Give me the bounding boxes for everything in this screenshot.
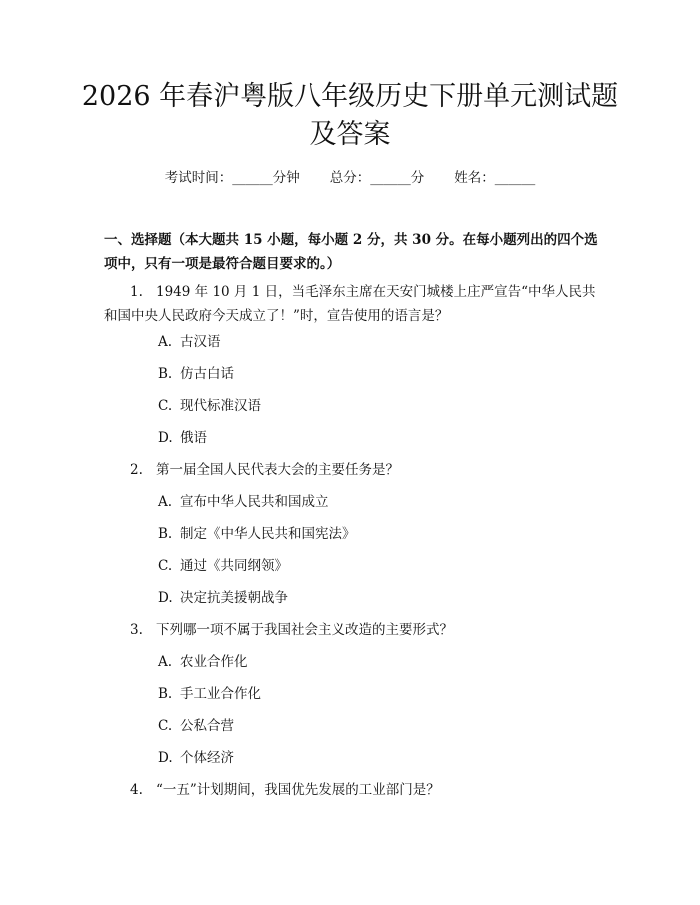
option-2d bbox=[158, 588, 288, 608]
option-2a bbox=[158, 492, 329, 512]
option-letter: C. bbox=[158, 558, 173, 574]
option-text: 农业合作化 bbox=[180, 654, 248, 670]
question-text: “一五”计划期间，我国优先发展的工业部门是？ bbox=[156, 782, 440, 798]
option-text: 俄语 bbox=[180, 430, 207, 446]
question-text: 第一届全国人民代表大会的主要任务是？ bbox=[156, 462, 399, 478]
title-line-1: 2026 年春沪粤版八年级历史下册单元测试题 bbox=[81, 81, 619, 112]
title-line-2: 及答案 bbox=[309, 119, 391, 150]
option-letter: D. bbox=[158, 430, 173, 446]
option-text: 制定《中华人民共和国宪法》 bbox=[180, 526, 356, 542]
option-letter: C. bbox=[158, 718, 173, 734]
option-text: 决定抗美援朝战争 bbox=[180, 590, 288, 606]
option-text: 个体经济 bbox=[180, 750, 234, 766]
option-2b bbox=[158, 524, 356, 544]
option-letter: B. bbox=[158, 366, 173, 382]
option-3d bbox=[158, 748, 234, 768]
option-3b bbox=[158, 684, 261, 704]
option-1a bbox=[158, 332, 221, 352]
question-3 bbox=[104, 618, 604, 642]
question-text: 下列哪一项不属于我国社会主义改造的主要形式？ bbox=[156, 622, 453, 638]
exam-info bbox=[60, 168, 640, 188]
score-unit: 分 bbox=[410, 170, 425, 186]
option-text: 公私合营 bbox=[180, 718, 234, 734]
option-text: 仿古白话 bbox=[180, 366, 234, 382]
question-2 bbox=[104, 458, 604, 482]
option-1c bbox=[158, 396, 261, 416]
option-letter: A. bbox=[158, 654, 173, 670]
option-letter: C. bbox=[158, 398, 173, 414]
score-blank: ______ bbox=[370, 170, 411, 186]
option-1b bbox=[158, 364, 234, 384]
section-heading: 一、选择题（本大题共 15 小题，每小题 2 分，共 30 分。在每小题列出的四个选项中，只有一项是最符合题目要求的。） bbox=[104, 232, 598, 272]
question-number: 2. bbox=[130, 462, 143, 478]
option-3c bbox=[158, 716, 234, 736]
option-letter: B. bbox=[158, 686, 173, 702]
time-unit: 分钟 bbox=[272, 170, 300, 186]
option-text: 宣布中华人民共和国成立 bbox=[180, 494, 329, 510]
score-label: 总分： bbox=[329, 170, 371, 186]
option-text: 现代标准汉语 bbox=[180, 398, 261, 414]
option-letter: D. bbox=[158, 590, 173, 606]
name-blank: ______ bbox=[494, 170, 536, 186]
option-text: 古汉语 bbox=[180, 334, 221, 350]
question-number: 3. bbox=[130, 622, 143, 638]
question-1 bbox=[104, 280, 604, 328]
question-text: 1949 年 10 月 1 日，当毛泽东主席在天安门城楼上庄严宣告“中华人民共和国中央人民政府今天成立了！”时，宣告使用的语言是？ bbox=[104, 284, 596, 324]
question-number: 1. bbox=[130, 284, 143, 300]
time-label: 考试时间： bbox=[164, 170, 233, 186]
option-3a bbox=[158, 652, 248, 672]
question-number: 4. bbox=[130, 782, 143, 798]
option-2c bbox=[158, 556, 288, 576]
option-1d bbox=[158, 428, 207, 448]
option-text: 手工业合作化 bbox=[180, 686, 261, 702]
option-letter: B. bbox=[158, 526, 173, 542]
question-4 bbox=[104, 778, 604, 802]
option-letter: D. bbox=[158, 750, 173, 766]
option-letter: A. bbox=[158, 494, 173, 510]
document-title bbox=[60, 78, 640, 154]
name-label: 姓名： bbox=[454, 170, 495, 186]
option-letter: A. bbox=[158, 334, 173, 350]
option-text: 通过《共同纲领》 bbox=[180, 558, 288, 574]
time-blank: ______ bbox=[232, 170, 273, 186]
